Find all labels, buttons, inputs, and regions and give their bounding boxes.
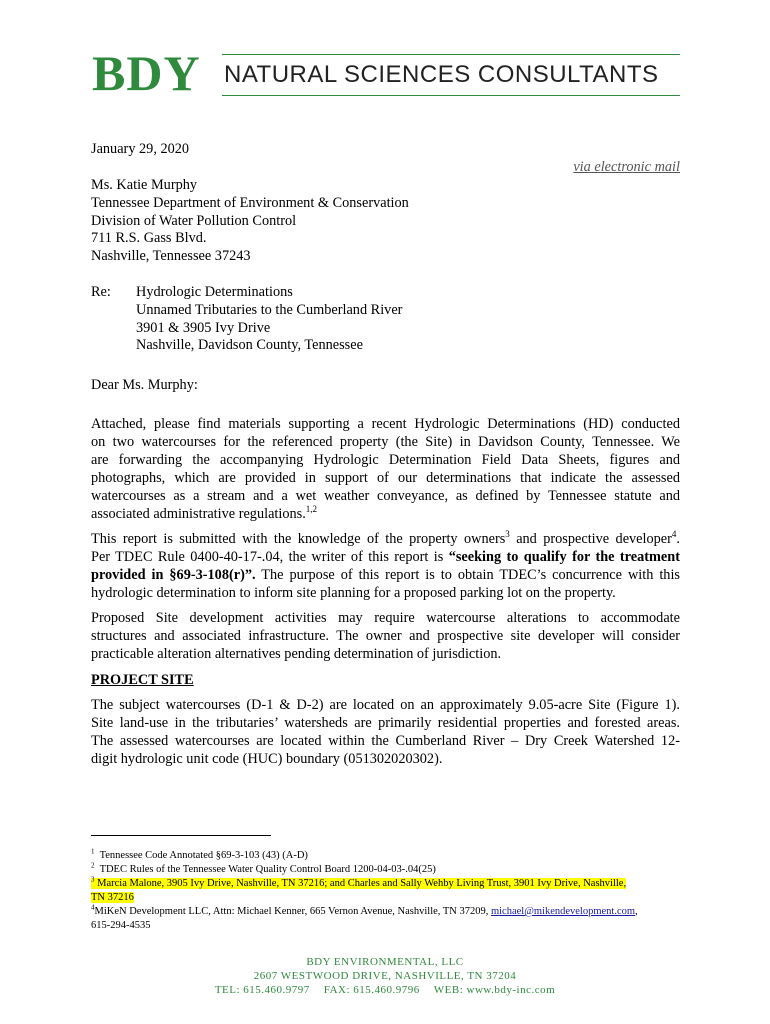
paragraph-text: and prospective developer: [509, 531, 672, 547]
highlight: [91, 875, 627, 889]
re-label: Re:: [91, 284, 111, 300]
paragraph-line: [91, 549, 680, 567]
re-line: 3901 & 3905 Ivy Drive: [136, 319, 271, 336]
footnote-text: Marcia Malone, 3905 Ivy Drive, Nashville, TN 37216; and Charles and Sally Wehby Living Trust, 3901 Ivy Drive, Nashville,: [97, 878, 627, 889]
paragraph-line: structures and associated infrastructure. The owner and prospective site developer will consider: [91, 627, 680, 644]
recipient-line: Tennessee Department of Environment & Conservation: [91, 194, 409, 211]
footer-fax: FAX: 615.460.9796: [323, 984, 420, 996]
paragraph-text: .: [676, 531, 680, 547]
recipient-address: [91, 177, 409, 266]
paragraph-text: Per TDEC Rule 0400-40-17-.04, the writer of this report is: [91, 548, 449, 565]
highlight: TN 37216: [91, 891, 134, 903]
paragraph-line: [91, 567, 680, 585]
letter-date: January 29, 2020: [91, 141, 190, 157]
body-paragraph: [91, 610, 680, 664]
footer-contact: [0, 983, 770, 998]
paragraph-line: watercourses as a stream and a wet weather conveyance, as defined by Tennessee statute and: [91, 487, 680, 504]
footnote-ref: 4: [671, 529, 677, 540]
recipient-line: Division of Water Pollution Control: [91, 212, 297, 229]
re-line: Hydrologic Determinations: [136, 284, 293, 300]
paragraph-line: digit hydrologic unit code (HUC) boundary (051302020302).: [91, 750, 443, 767]
recipient-line: Nashville, Tennessee 37243: [91, 248, 251, 265]
paragraph-text: The purpose of this report is to obtain TDEC’s concurrence with this: [255, 566, 680, 583]
paragraph-line: The subject watercourses (D-1 & D-2) are located on an approximately 9.05-acre Site (Figure 1).: [91, 697, 680, 713]
salutation: Dear Ms. Murphy:: [91, 377, 198, 393]
re-line: Unnamed Tributaries to the Cumberland River: [136, 301, 403, 318]
re-line: Nashville, Davidson County, Tennessee: [136, 337, 363, 354]
paragraph-line: hydrologic determination to inform site planning for a proposed parking lot on the property.: [91, 584, 616, 601]
re-subject: [136, 284, 402, 355]
company-logo: BDY: [92, 45, 201, 101]
paragraph-line: Site land-use in the tributaries’ watersheds are primarily residential properties and forested areas.: [91, 714, 680, 731]
paragraph-line: The assessed watercourses are located within the Cumberland River – Dry Creek Watershed 12-: [91, 732, 680, 749]
footnote-text: TDEC Rules of the Tennessee Water Quality Control Board 1200-04-03-.04(25): [99, 864, 436, 875]
footnote-ref: 3: [505, 529, 510, 540]
paragraph-text: associated administrative regulations.: [91, 505, 306, 522]
paragraph-line: [91, 531, 680, 549]
footer-address: 2607 WESTWOOD DRIVE, NASHVILLE, TN 37204: [253, 970, 517, 982]
footer-tel: TEL: 615.460.9797: [214, 984, 310, 996]
footnote: [91, 863, 681, 877]
footnote: [91, 905, 681, 932]
footnote-number: 1: [91, 847, 95, 856]
paragraph-line: on two watercourses for the referenced property (the Site) in Davidson County, Tennessee. We: [91, 433, 680, 450]
footnote-text: MiKeN Development LLC, Attn: Michael Kenner, 665 Vernon Avenue, Nashville, TN 37209,: [94, 906, 491, 917]
paragraph-line: Proposed Site development activities may require watercourse alterations to accommodate: [91, 610, 680, 626]
paragraph-line: photographs, which are provided in support of our determinations that indicate the assessed: [91, 469, 680, 486]
paragraph-line: Attached, please find materials supporting a recent Hydrologic Determinations (HD) conducted: [91, 416, 680, 432]
footnote-ref: 1,2: [305, 503, 318, 514]
footnote-text: Tennessee Code Annotated §69-3-103 (43) (A-D): [99, 850, 308, 861]
email-link[interactable]: michael@mikendevelopment.com: [490, 906, 636, 917]
emphasis-text: “seeking to qualify for the treatment: [448, 548, 680, 565]
footnote-highlighted: [91, 877, 681, 904]
emphasis-text: provided in §69-3-108(r)”.: [91, 566, 256, 583]
footnote: [91, 849, 681, 863]
footnote-number: 3: [91, 875, 95, 884]
footer-company: BDY ENVIRONMENTAL, LLC: [306, 956, 464, 968]
footnote-text: ,: [635, 906, 638, 917]
footer-web: WEB: www.bdy-inc.com: [433, 984, 556, 996]
body-paragraph: [91, 416, 680, 523]
paragraph-text: This report is submitted with the knowledge of the property owners: [91, 531, 506, 547]
section-heading: PROJECT SITE: [91, 672, 194, 688]
footnote-text: 615-294-4535: [91, 919, 151, 931]
letterhead-rule-top: [222, 54, 680, 55]
delivery-method: via electronic mail: [573, 159, 680, 175]
footnote-separator: [91, 835, 271, 836]
footnote-number: 4: [91, 903, 95, 912]
body-paragraph: [91, 697, 680, 769]
paragraph-line: are forwarding the accompanying Hydrologic Determination Field Data Sheets, figures and: [91, 451, 680, 468]
letterhead-rule-bottom: [222, 95, 680, 96]
recipient-line: 711 R.S. Gass Blvd.: [91, 230, 207, 247]
footnote-number: 2: [91, 861, 95, 870]
company-name: NATURAL SCIENCES CONSULTANTS: [224, 61, 659, 88]
recipient-line: Ms. Katie Murphy: [91, 177, 198, 193]
paragraph-line: [91, 503, 680, 524]
body-paragraph: [91, 531, 680, 603]
paragraph-line: practicable alteration alternatives pending determination of jurisdiction.: [91, 645, 502, 662]
